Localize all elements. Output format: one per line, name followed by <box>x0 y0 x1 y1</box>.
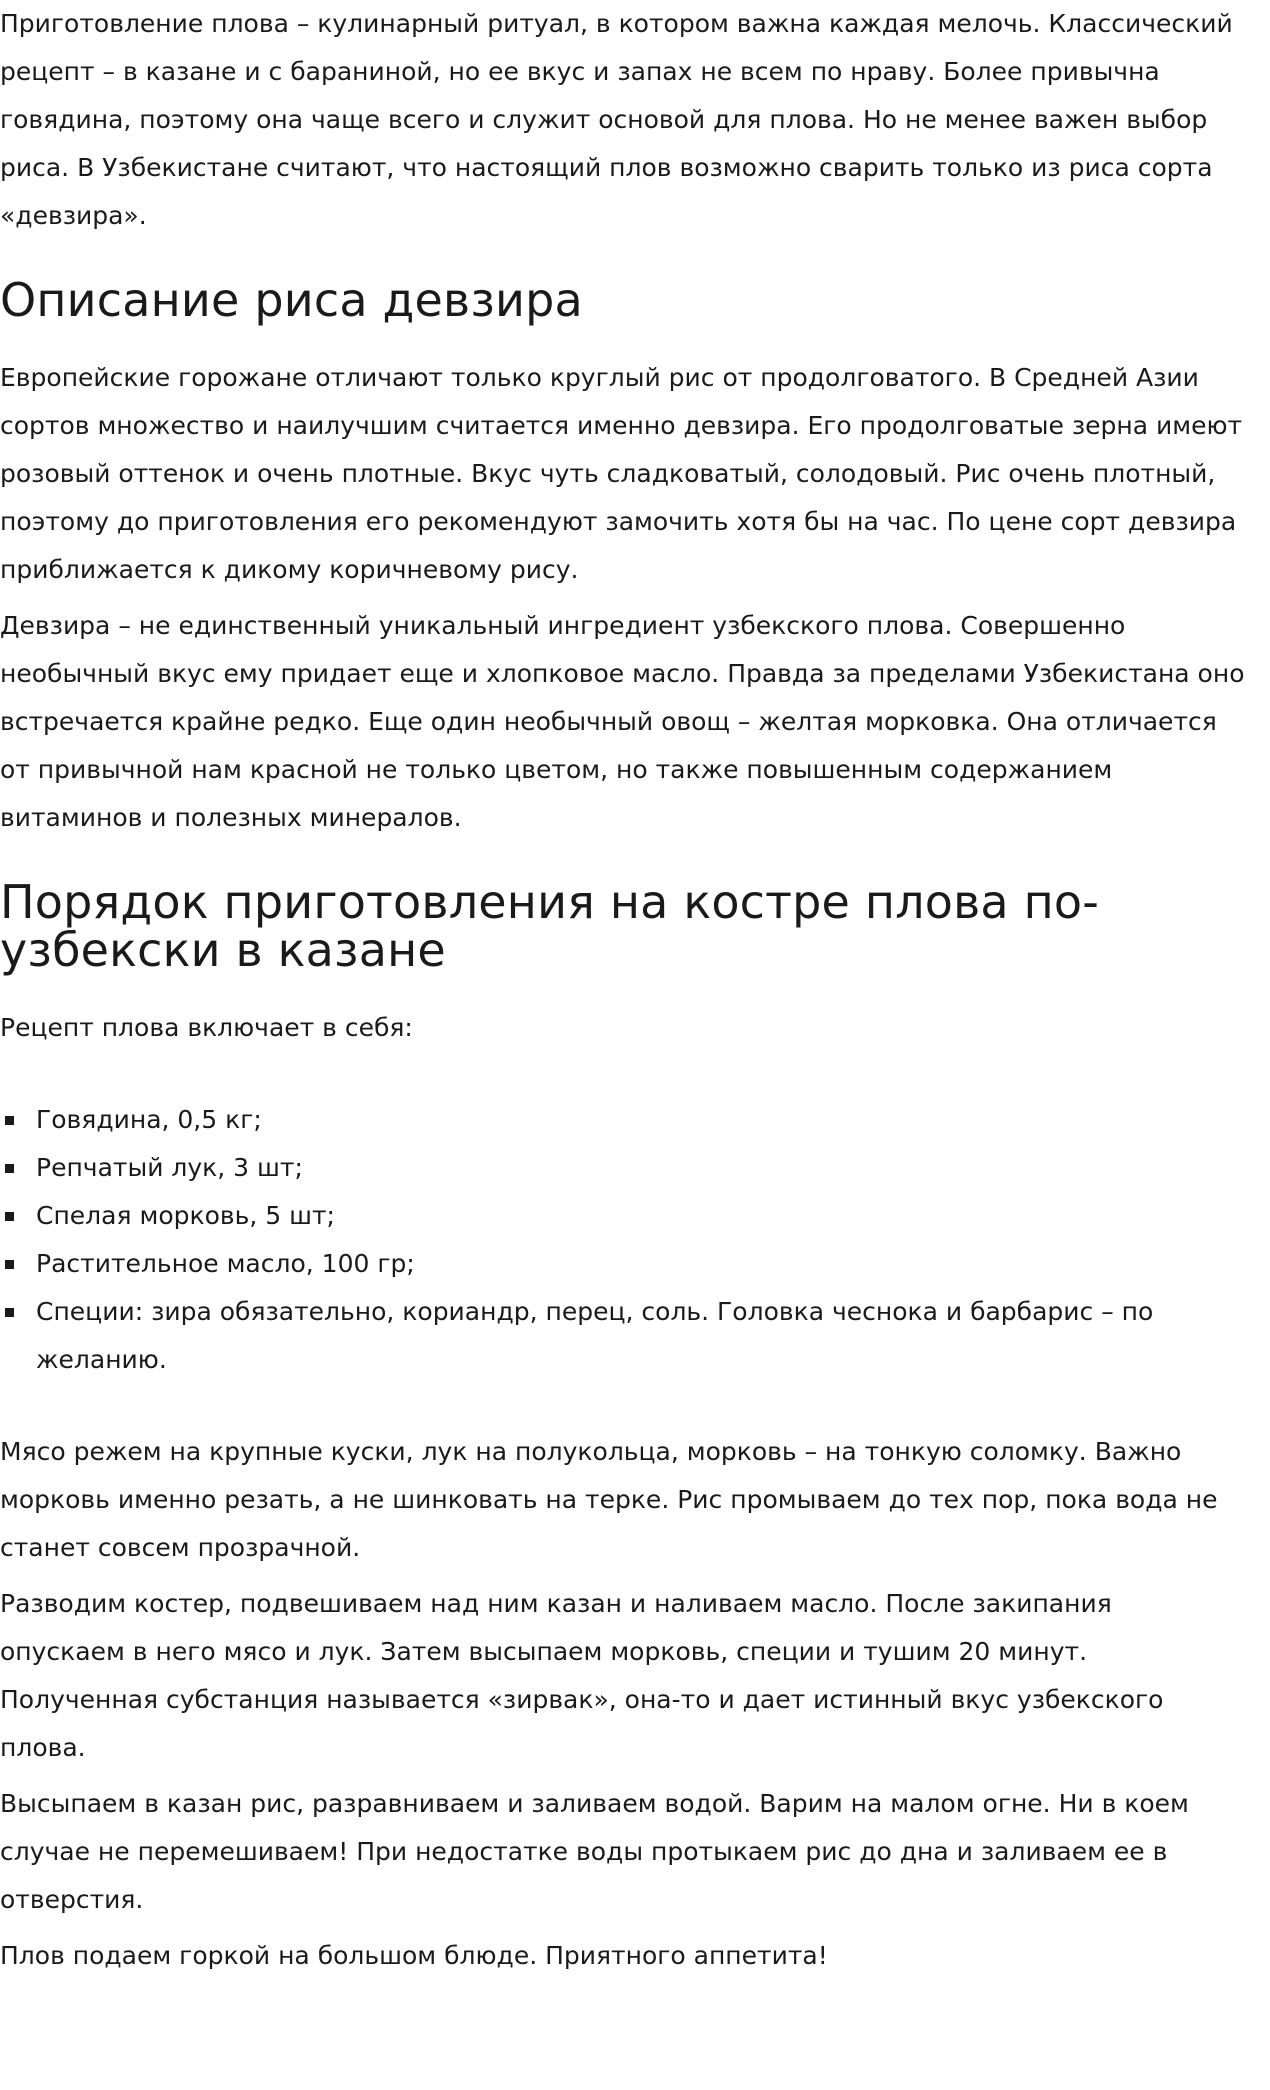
ingredient-list <box>0 1096 1220 1384</box>
intro-paragraph: Приготовление плова – кулинарный ритуал, в котором важна каждая мелочь. Классический рецепт – в казане и с бараниной, но ее вкус и запах не всем по нраву. Более привычна говядина, поэтому она чаще всего и служит основой для плова. Но не менее важен выбор риса. В Узбекистане считают, что настоящий плов возможно сварить только из риса сорта «девзира». <box>0 9 1233 230</box>
section-heading-recipe: Порядок приготовления на костре плова по-узбекски в казане <box>0 875 1100 977</box>
list-item <box>0 1096 1220 1144</box>
square-bullet-icon <box>5 1164 14 1173</box>
step-paragraph-2: Разводим костер, подвешиваем над ним казан и наливаем масло. После закипания опускаем в него мясо и лук. Затем высыпаем морковь, специи и тушим 20 минут. Полученная субстанция называется «зирвак», она-то и дает истинный вкус узбекского плова. <box>0 1589 1164 1762</box>
step-paragraph-4: Плов подаем горкой на большом блюде. Приятного аппетита! <box>0 1941 828 1970</box>
devzira-paragraph-2: Девзира – не единственный уникальный ингредиент узбекского плова. Совершенно необычный вкус ему придает еще и хлопковое масло. Правда за пределами Узбекистана оно встречается крайне редко. Еще один необычный овощ – желтая морковка. Она отличается от привычной нам красной не только цветом, но также повышенным содержанием витаминов и полезных минералов. <box>0 611 1245 832</box>
section-heading-devzira: Описание риса девзира <box>0 273 583 327</box>
recipe-lead: Рецепт плова включает в себя: <box>0 1013 413 1042</box>
square-bullet-icon <box>5 1212 14 1221</box>
list-item <box>0 1240 1220 1288</box>
ingredient-text: Спелая морковь, 5 шт; <box>36 1201 335 1230</box>
square-bullet-icon <box>5 1308 14 1317</box>
ingredient-text: Специи: зира обязательно, кориандр, перец, соль. Головка чеснока и барбарис – по желанию. <box>36 1297 1154 1374</box>
square-bullet-icon <box>5 1260 14 1269</box>
square-bullet-icon <box>5 1116 14 1125</box>
ingredient-text: Репчатый лук, 3 шт; <box>36 1153 303 1182</box>
list-item <box>0 1144 1220 1192</box>
ingredient-text: Растительное масло, 100 гр; <box>36 1249 415 1278</box>
list-item <box>0 1192 1220 1240</box>
step-paragraph-3: Высыпаем в казан рис, разравниваем и заливаем водой. Варим на малом огне. Ни в коем случае не перемешиваем! При недостатке воды протыкаем рис до дна и заливаем ее в отверстия. <box>0 1789 1189 1914</box>
ingredient-text: Говядина, 0,5 кг; <box>36 1105 262 1134</box>
devzira-paragraph-1: Европейские горожане отличают только круглый рис от продолговатого. В Средней Азии сортов множество и наилучшим считается именно девзира. Его продолговатые зерна имеют розовый оттенок и очень плотные. Вкус чуть сладковатый, солодовый. Рис очень плотный, поэтому до приготовления его рекомендуют замочить хотя бы на час. По цене сорт девзира приближается к дикому коричневому рису. <box>0 363 1243 584</box>
step-paragraph-1: Мясо режем на крупные куски, лук на полукольца, морковь – на тонкую соломку. Важно морковь именно резать, а не шинковать на терке. Рис промываем до тех пор, пока вода не станет совсем прозрачной. <box>0 1437 1218 1562</box>
list-item <box>0 1288 1220 1384</box>
